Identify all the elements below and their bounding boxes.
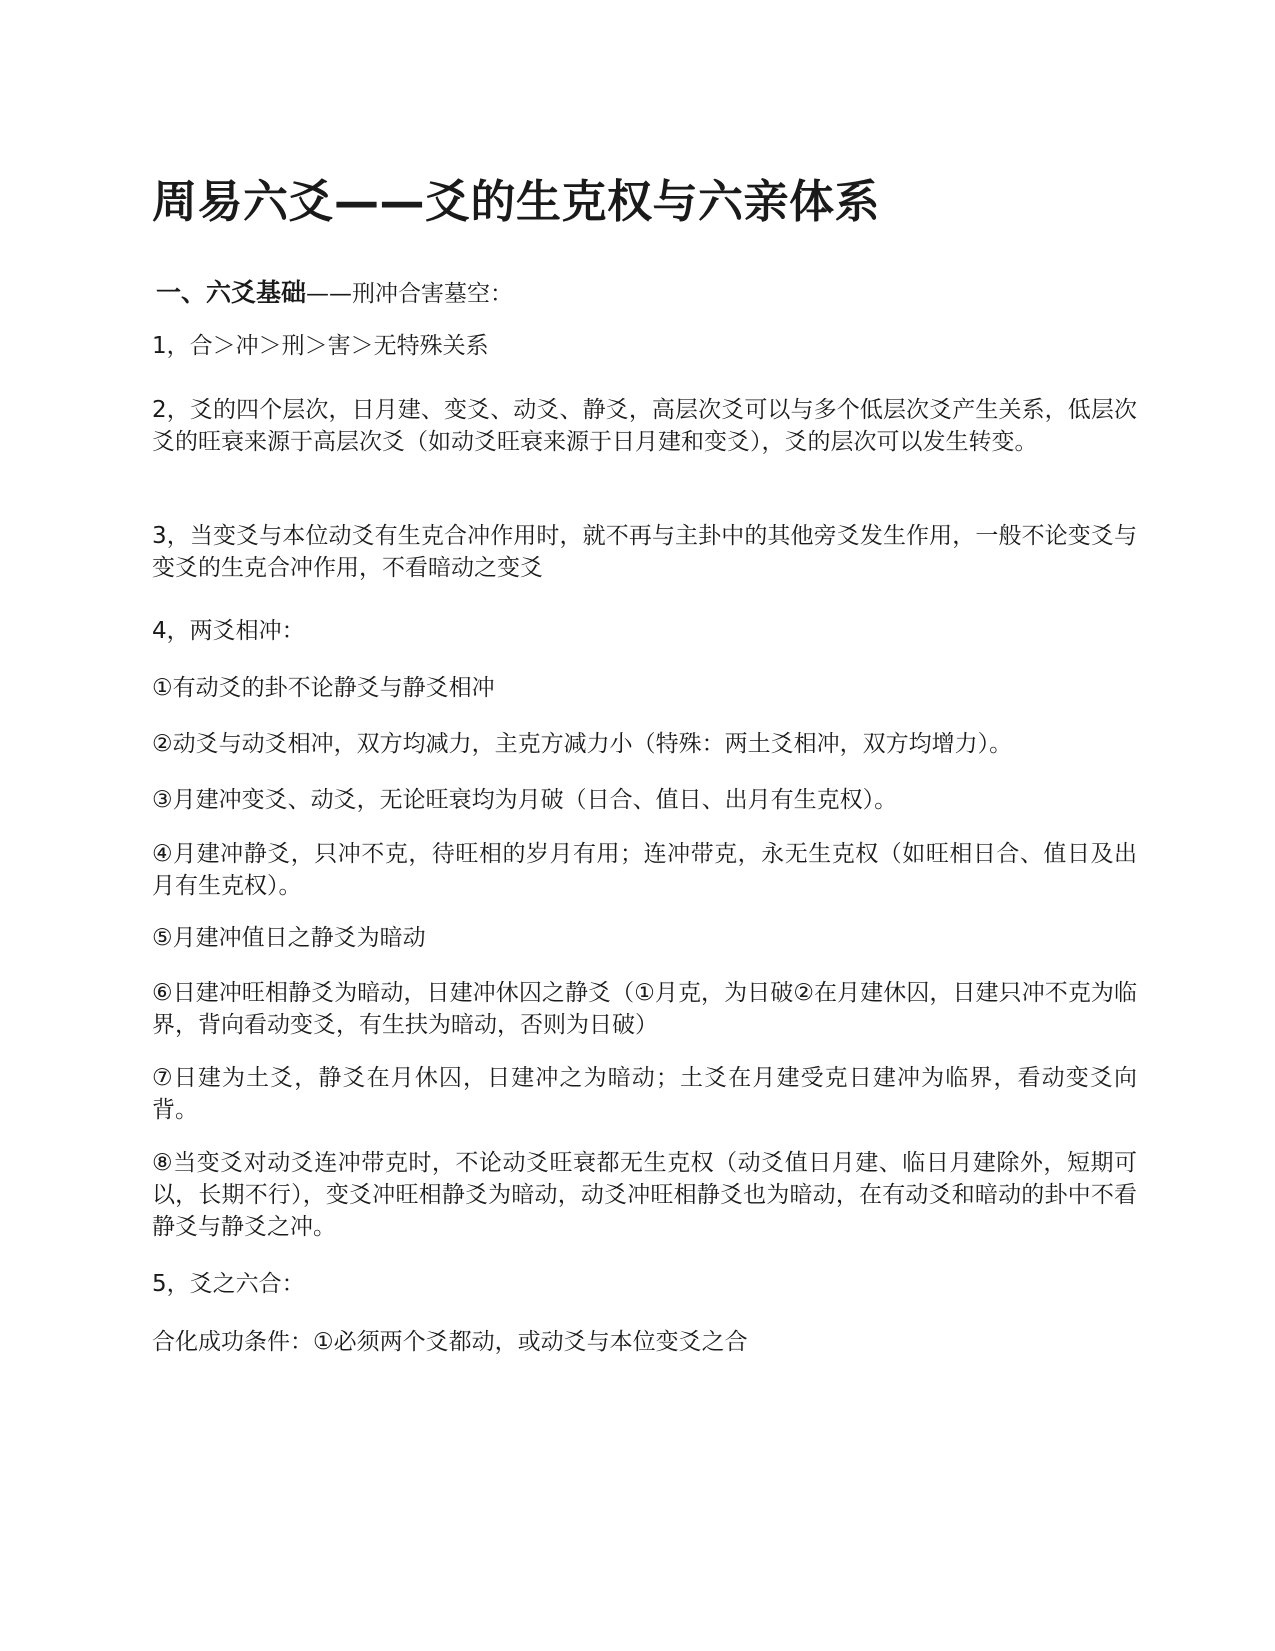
paragraph: 3，当变爻与本位动爻有生克合冲作用时，就不再与主卦中的其他旁爻发生作用，一般不论变爻与变爻的生克合冲作用，不看暗动之变爻 bbox=[152, 523, 1137, 581]
section-heading-rest: ——刑冲合害墓空： bbox=[306, 281, 514, 307]
paragraph: ⑦日建为土爻，静爻在月休囚，日建冲之为暗动；土爻在月建受克日建冲为临界，看动变爻向背。 bbox=[152, 1065, 1137, 1123]
document-title: 周易六爻——爻的生克权与六亲体系 bbox=[152, 175, 881, 228]
paragraph: 5，爻之六合： bbox=[152, 1271, 305, 1297]
section-heading-bold: 一、六爻基础 bbox=[156, 278, 307, 307]
paragraph: 4，两爻相冲： bbox=[152, 618, 305, 644]
paragraph: ⑤月建冲值日之静爻为暗动 bbox=[152, 925, 426, 951]
paragraph: 合化成功条件：①必须两个爻都动，或动爻与本位变爻之合 bbox=[152, 1329, 748, 1355]
paragraph: ③月建冲变爻、动爻，无论旺衰均为月破（日合、值日、出月有生克权）。 bbox=[152, 787, 898, 813]
paragraph: ④月建冲静爻，只冲不克，待旺相的岁月有用；连冲带克，永无生克权（如旺相日合、值日及出月有生克权）。 bbox=[152, 841, 1137, 899]
paragraph: 2，爻的四个层次，日月建、变爻、动爻、静爻，高层次爻可以与多个低层次爻产生关系，低层次爻的旺衰来源于高层次爻（如动爻旺衰来源于日月建和变爻），爻的层次可以发生转变。 bbox=[152, 397, 1137, 455]
paragraph: ⑥日建冲旺相静爻为暗动，日建冲休囚之静爻（①月克，为日破②在月建休囚，日建只冲不克为临界，背向看动变爻，有生扶为暗动，否则为日破） bbox=[152, 980, 1137, 1038]
section-heading bbox=[156, 276, 513, 311]
paragraph: ⑧当变爻对动爻连冲带克时，不论动爻旺衰都无生克权（动爻值日月建、临日月建除外，短期可以，长期不行），变爻冲旺相静爻为暗动，动爻冲旺相静爻也为暗动，在有动爻和暗动的卦中不看静爻与静爻之冲。 bbox=[152, 1150, 1137, 1240]
paragraph: ①有动爻的卦不论静爻与静爻相冲 bbox=[152, 675, 495, 701]
paragraph: ②动爻与动爻相冲，双方均减力，主克方减力小（特殊：两土爻相冲，双方均增力）。 bbox=[152, 731, 1013, 757]
paragraph: 1，合＞冲＞刑＞害＞无特殊关系 bbox=[152, 333, 489, 359]
